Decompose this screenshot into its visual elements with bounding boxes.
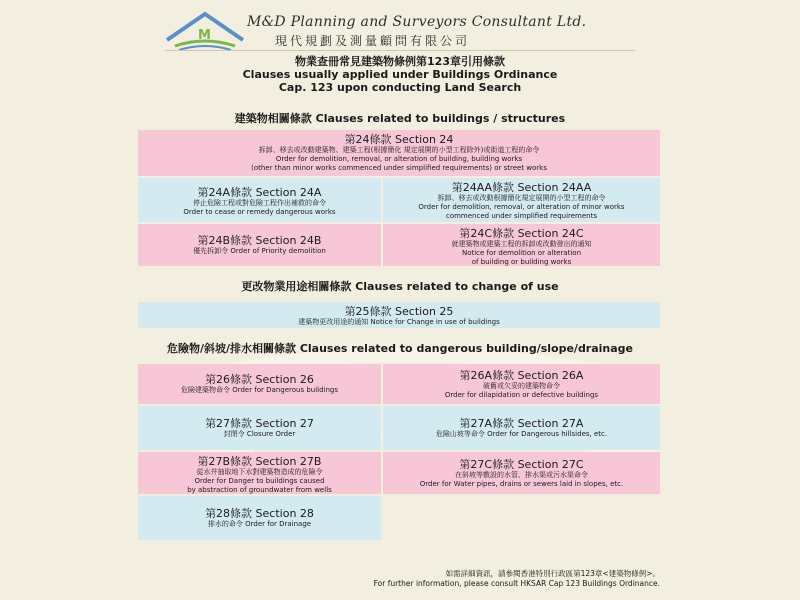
clause-desc: 封閉令 Closure Order <box>223 430 296 438</box>
clause-title: 第27B條款 Section 27B <box>197 455 322 468</box>
clause-title: 第26A條款 Section 26A <box>459 369 584 382</box>
title-line-en-1: Clauses usually applied under Buildings Ordinance <box>242 68 558 81</box>
company-name-zh: 現代規劃及測量顧問有限公司 <box>275 34 471 48</box>
clause-title: 第26條款 Section 26 <box>205 373 314 386</box>
company-logo <box>165 10 245 50</box>
clause-desc-en: Notice for demolition or alteration <box>461 249 582 257</box>
clause-section-25 <box>138 302 660 328</box>
clause-title: 第27A條款 Section 27A <box>459 417 584 430</box>
clause-desc: 排水的命令 Order for Drainage <box>207 520 312 528</box>
clause-desc-en: of building or building works <box>471 258 572 266</box>
clause-section-24b <box>138 224 381 266</box>
clause-title: 第25條款 Section 25 <box>344 305 454 318</box>
clause-desc-en: Order for demolition, removal, or alteration of building, building works <box>275 155 523 163</box>
logo-letter: M <box>198 28 211 43</box>
title-line-zh: 物業查冊常見建築物條例第123章引用條款 <box>295 55 505 68</box>
clause-section-24aa <box>383 178 660 222</box>
company-name-en: M&D Planning and Surveyors Consultant Ltd. <box>247 14 587 30</box>
section-heading-change-of-use: 更改物業用途相關條款 Clauses related to change of use <box>241 280 559 293</box>
footer-line-zh: 如需詳細資訊，請參閱香港特別行政區第123章<建築物條例>。 <box>445 569 660 578</box>
clause-title: 第24A條款 Section 24A <box>197 186 322 199</box>
clause-desc-en: Order for Water pipes, drains or sewers laid in slopes, etc. <box>419 480 624 488</box>
clause-section-27c <box>383 452 660 494</box>
clause-title: 第24B條款 Section 24B <box>197 234 322 247</box>
clause-desc-zh: 拆卸、移去或改動建築物、建築工程(根據簡化 規定展開的小型工程除外)或街道工程的命令 <box>258 146 540 154</box>
footer-line-en: For further information, please consult HKSAR Cap 123 Buildings Ordinance. <box>373 579 660 588</box>
document-title <box>140 55 660 94</box>
section-heading-dangerous: 危險物/斜坡/排水相關條款 Clauses related to dangerous building/slope/drainage <box>166 342 634 355</box>
clause-desc-zh: 停止危險工程或對危險工程作出補救的命令 <box>193 199 326 207</box>
clause-desc-zh: 從水井抽取地下水對建築物造成的危險令 <box>196 468 323 476</box>
clause-desc-zh: 就建築物或建築工程的拆卸或改動發出的通知 <box>451 240 592 248</box>
section-heading-buildings: 建築物相關條款 Clauses related to buildings / structures <box>234 112 566 125</box>
clause-title: 第27C條款 Section 27C <box>459 458 584 471</box>
clause-desc-en: (other than minor works commenced under simplified requirements) or street works <box>251 164 547 172</box>
clause-desc-en: commenced under simplified requirements <box>445 212 598 220</box>
clause-section-27 <box>138 406 381 450</box>
clause-title: 第24AA條款 Section 24AA <box>451 181 592 194</box>
clause-desc-en: by abstraction of groundwater from wells <box>187 486 332 494</box>
clause-desc-en: Order to cease or remedy dangerous works <box>183 208 336 216</box>
clause-desc-zh: 拆卸、移去或改動根據簡化規定展開的小型工程的命令 <box>437 194 606 202</box>
clause-desc-zh: 在斜坡等敷設的水管、排水渠或污水渠命令 <box>455 471 588 479</box>
clause-section-26 <box>138 364 381 404</box>
clause-desc-zh: 破舊或欠妥的建築物命令 <box>483 382 560 390</box>
clause-section-28 <box>138 496 381 540</box>
clause-title: 第28條款 Section 28 <box>205 507 314 520</box>
title-line-en-2: Cap. 123 upon conducting Land Search <box>278 81 522 94</box>
clause-desc-en: Order for dilapidation or defective buildings <box>444 391 599 399</box>
clause-section-24 <box>138 130 660 176</box>
clause-desc: 危險山坡等命令 Order for Dangerous hillsides, etc. <box>435 430 608 438</box>
clause-desc-en: Order for Danger to buildings caused <box>194 477 325 485</box>
clause-section-27a <box>383 406 660 450</box>
clause-section-26a <box>383 364 660 404</box>
clause-title: 第24C條款 Section 24C <box>459 227 584 240</box>
clause-title: 第27條款 Section 27 <box>205 417 314 430</box>
clause-title: 第24條款 Section 24 <box>344 133 454 146</box>
clause-desc: 優先拆卸令 Order of Priority demolition <box>193 247 326 255</box>
clause-section-27b <box>138 452 381 494</box>
clause-section-24a <box>138 178 381 222</box>
footer-note <box>374 569 660 589</box>
header-divider <box>165 50 635 51</box>
clause-desc: 建築物更改用途的通知 Notice for Change in use of buildings <box>298 318 500 326</box>
clause-section-24c <box>383 224 660 266</box>
clause-desc-en: Order for demolition, removal, or alteration of minor works <box>418 203 625 211</box>
clause-desc: 危險建築物命令 Order for Dangerous buildings <box>180 386 339 394</box>
